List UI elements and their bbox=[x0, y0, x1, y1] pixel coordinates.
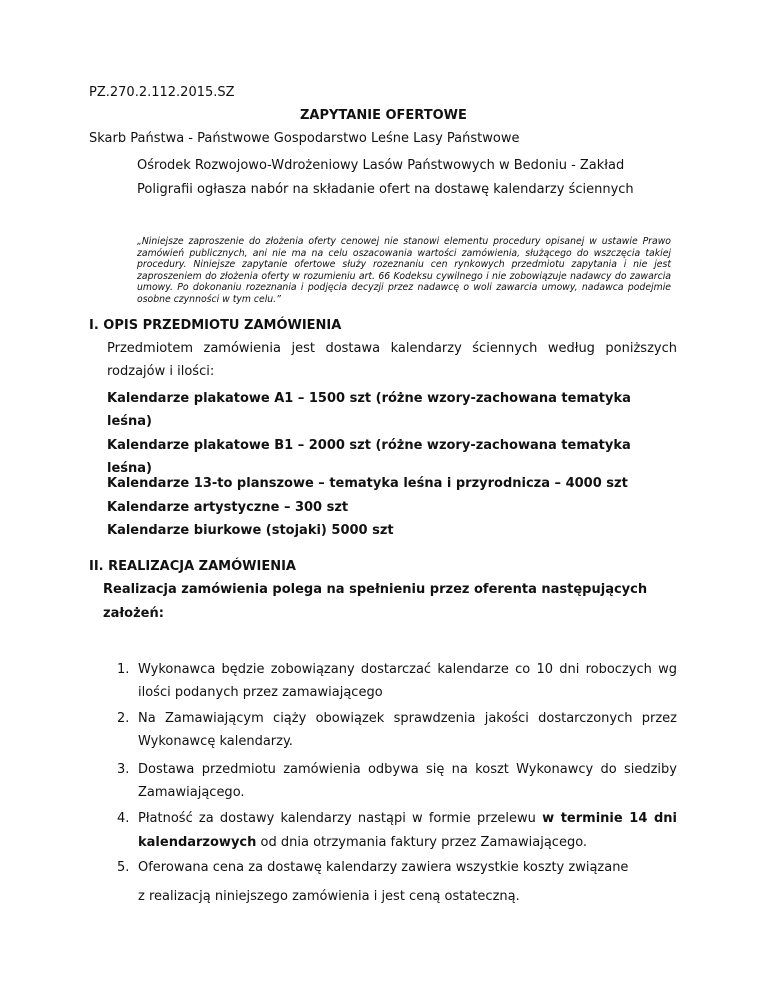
organization-line: Poligrafii ogłasza nabór na składanie ofert na dostawę kalendarzy ściennych bbox=[137, 182, 634, 197]
organization-line: Skarb Państwa - Państwowe Gospodarstwo Leśne Lasy Państwowe bbox=[89, 131, 520, 146]
section-intro: założeń: bbox=[103, 606, 164, 621]
list-number: 2. bbox=[117, 711, 130, 726]
list-number: 1. bbox=[117, 662, 130, 677]
payment-term-bold: kalendarzowych bbox=[138, 835, 257, 850]
list-item-text: Wykonawca będzie zobowiązany dostarczać kalendarze co 10 dni roboczych wg bbox=[138, 662, 677, 677]
payment-term-bold: w terminie 14 dni bbox=[542, 811, 677, 826]
product-item: Kalendarze 13-to planszowe – tematyka leśna i przyrodnicza – 4000 szt bbox=[107, 476, 628, 491]
section-intro: rodzajów i ilości: bbox=[107, 364, 215, 379]
list-number: 3. bbox=[117, 762, 130, 777]
section-heading: II. REALIZACJA ZAMÓWIENIA bbox=[89, 559, 296, 574]
payment-text: Płatność za dostawy kalendarzy nastąpi w formie przelewu bbox=[138, 811, 543, 826]
product-item: leśna) bbox=[107, 461, 152, 476]
list-item-text: z realizacją niniejszego zamówienia i jest ceną ostateczną. bbox=[138, 889, 520, 904]
list-number: 5. bbox=[117, 860, 130, 875]
section-intro: Przedmiotem zamówienia jest dostawa kalendarzy ściennych według poniższych bbox=[107, 341, 677, 356]
product-item: Kalendarze artystyczne – 300 szt bbox=[107, 500, 349, 515]
organization-line: Ośrodek Rozwojowo-Wdrożeniowy Lasów Państwowych w Bedoniu - Zakład bbox=[137, 158, 625, 173]
list-item-text bbox=[138, 834, 587, 851]
product-item: Kalendarze plakatowe B1 – 2000 szt (różne wzory-zachowana tematyka bbox=[107, 438, 631, 453]
list-item-text: Na Zamawiającym ciąży obowiązek sprawdzenia jakości dostarczonych przez bbox=[138, 711, 677, 726]
product-item: Kalendarze biurkowe (stojaki) 5000 szt bbox=[107, 523, 394, 538]
list-item-text: Oferowana cena za dostawę kalendarzy zawiera wszystkie koszty związane bbox=[138, 860, 629, 875]
list-number: 4. bbox=[117, 811, 130, 826]
product-item: leśna) bbox=[107, 414, 152, 429]
list-item-text: ilości podanych przez zamawiającego bbox=[138, 685, 383, 700]
list-item-text: Wykonawcę kalendarzy. bbox=[138, 734, 293, 749]
section-heading: I. OPIS PRZEDMIOTU ZAMÓWIENIA bbox=[89, 318, 342, 333]
product-item: Kalendarze plakatowe A1 – 1500 szt (różne wzory-zachowana tematyka bbox=[107, 391, 631, 406]
section-intro: Realizacja zamówienia polega na spełnieniu przez oferenta następujących bbox=[103, 582, 648, 597]
list-item-text bbox=[138, 810, 677, 827]
payment-text: od dnia otrzymania faktury przez Zamawiającego. bbox=[256, 835, 588, 850]
list-item-text: Zamawiającego. bbox=[138, 785, 245, 800]
disclaimer-paragraph: „Niniejsze zaproszenie do złożenia oferty cenowej nie stanowi elementu procedury opisanej w ustawie Prawo zamówień publicznych, ani nie ma na celu oszacowania wartości zamówienia, służącego do wszczęcia takiej procedury. Niniejsze zapytanie ofertowe służy rozeznaniu cen rynkowych przedmiotu zapytania i nie jest zaproszeniem do złożenia oferty w rozumieniu art. 66 Kodeksu cywilnego i nie zobowiązuje nadawcy do zawarcia umowy. Po dokonaniu rozeznania i podjęcia decyzji przez nadawcę o woli zawarcia umowy, nadawca podejmie osobne czynności w tym celu.” bbox=[137, 236, 671, 305]
document-reference: PZ.270.2.112.2015.SZ bbox=[89, 85, 235, 100]
list-item-text: Dostawa przedmiotu zamówienia odbywa się na koszt Wykonawcy do siedziby bbox=[138, 762, 677, 777]
document-title: ZAPYTANIE OFERTOWE bbox=[300, 108, 467, 123]
